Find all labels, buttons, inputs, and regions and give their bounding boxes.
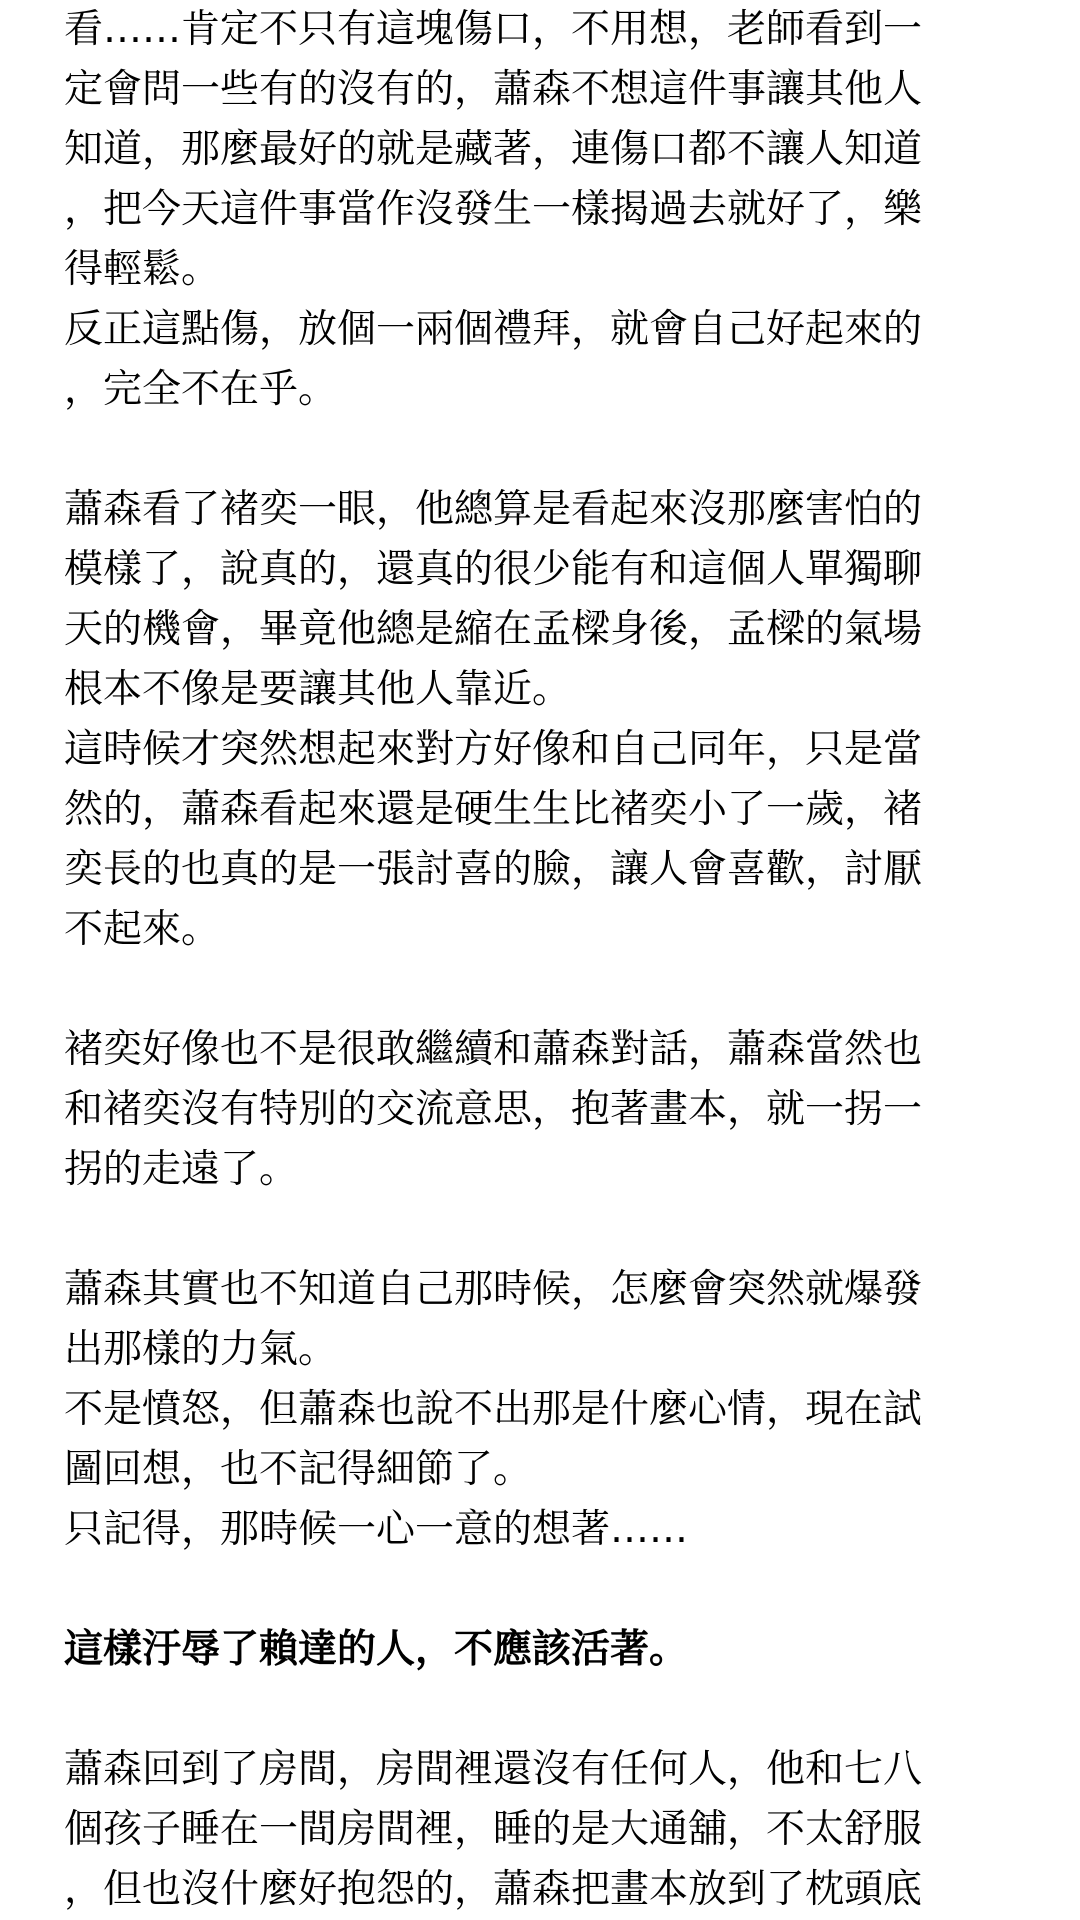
text-line: 奕長的也真的是一張討喜的臉，讓人會喜歡，討厭 [64,847,923,892]
paragraph-not-anger [64,1380,1080,1500]
text-line: 定會問一些有的沒有的，蕭森不想這件事讓其他人 [64,67,923,112]
paragraph-dont-care [64,300,1080,420]
text-line: ，完全不在乎。 [64,367,338,412]
text-line: 圖回想，也不記得細節了。 [64,1447,533,1492]
paragraph-hide-wound [64,0,1080,300]
text-line: 知道，那麼最好的就是藏著，連傷口都不讓人知道 [64,127,923,172]
paragraph-gap [64,1560,1080,1620]
text-line: 然的，蕭森看起來還是硬生生比褚奕小了一歲，褚 [64,787,923,832]
text-line: 拐的走遠了。 [64,1147,299,1192]
text-line: 只記得，那時候一心一意的想著…… [64,1507,689,1552]
paragraph-only-remember [64,1500,1080,1560]
text-line: ，把今天這件事當作沒發生一樣揭過去就好了，樂 [64,187,923,232]
text-line: 反正這點傷，放個一兩個禮拜，就會自己好起來的 [64,307,923,352]
paragraph-walked-away [64,1020,1080,1200]
text-line: 看……肯定不只有這塊傷口，不用想，老師看到一 [64,7,923,52]
paragraph-gap [64,1680,1080,1740]
text-line: 不是憤怒，但蕭森也說不出那是什麼心情，現在試 [64,1387,923,1432]
paragraph-emphasis [64,1620,1080,1680]
text-line: 這時候才突然想起來對方好像和自己同年，只是當 [64,727,923,772]
text-line: 天的機會，畢竟他總是縮在孟樑身後，孟樑的氣場 [64,607,923,652]
text-line: 模樣了，說真的，還真的很少能有和這個人單獨聊 [64,547,923,592]
paragraph-same-age [64,720,1080,960]
text-line: ，但也沒什麼好抱怨的，蕭森把畫本放到了枕頭底 [64,1867,923,1912]
text-line: 蕭森其實也不知道自己那時候，怎麼會突然就爆發 [64,1267,923,1312]
paragraph-looked-at-chuyi [64,480,1080,720]
text-line: 得輕鬆。 [64,247,221,292]
text-line: 不起來。 [64,907,221,952]
paragraph-back-to-room [64,1740,1080,1920]
text-line: 根本不像是要讓其他人靠近。 [64,667,572,712]
text-line: 蕭森看了褚奕一眼，他總算是看起來沒那麼害怕的 [64,487,923,532]
text-line: 個孩子睡在一間房間裡，睡的是大通舖，不太舒服 [64,1807,923,1852]
text-line: 出那樣的力氣。 [64,1327,338,1372]
text-line: 蕭森回到了房間，房間裡還沒有任何人，他和七八 [64,1747,923,1792]
emphasis-line: 這樣汙辱了賴達的人，不應該活著。 [64,1627,689,1672]
text-line: 和褚奕沒有特別的交流意思，抱著畫本，就一拐一 [64,1087,923,1132]
paragraph-gap [64,1200,1080,1260]
paragraph-burst-of-strength [64,1260,1080,1380]
text-line: 褚奕好像也不是很敢繼續和蕭森對話，蕭森當然也 [64,1027,923,1072]
paragraph-gap [64,420,1080,480]
paragraph-gap [64,960,1080,1020]
